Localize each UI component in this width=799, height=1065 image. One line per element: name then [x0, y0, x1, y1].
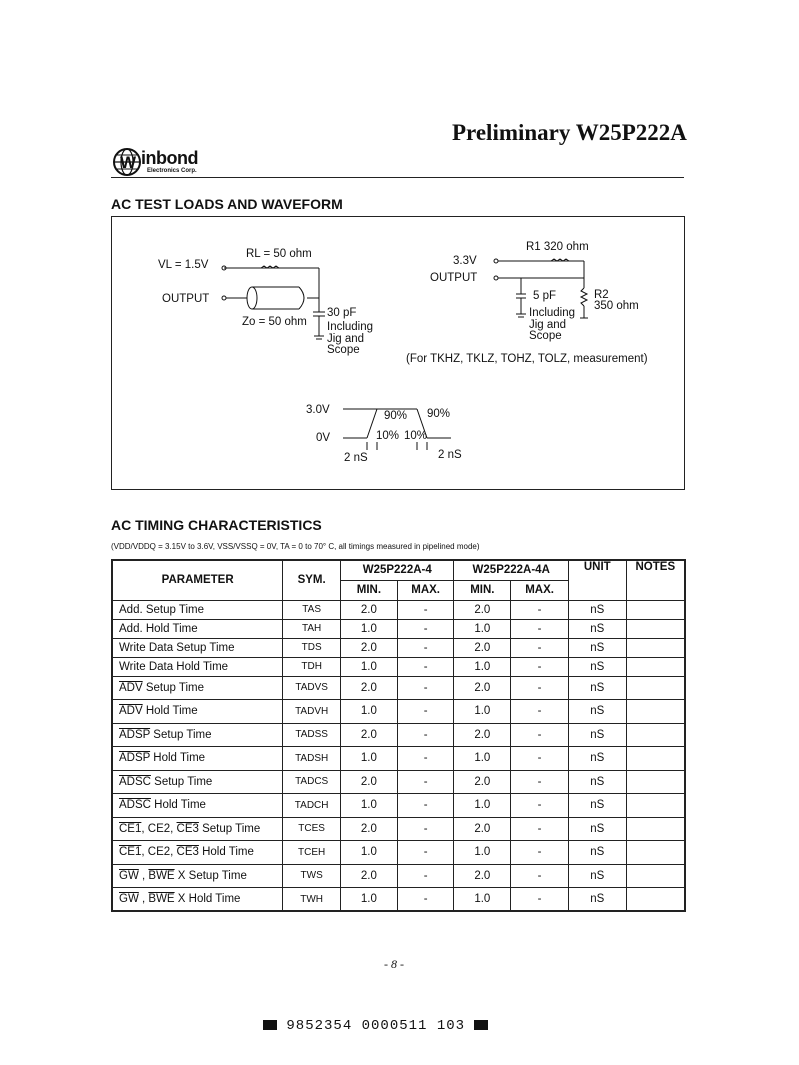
active-low-signal: $\overline{ADV}$: [119, 681, 143, 694]
table-row: [112, 888, 685, 912]
table-row: [112, 600, 685, 619]
symbol-cell: TADCH: [283, 794, 341, 818]
left-cap-label: 30 pF: [327, 307, 357, 319]
max-cell: -: [397, 841, 454, 865]
header-notes: NOTES: [626, 560, 685, 600]
unit-cell: nS: [568, 794, 626, 818]
timing-table: [111, 559, 686, 912]
vl-label: VL = 1.5V: [158, 259, 209, 271]
min-cell: 1.0: [341, 794, 398, 818]
min-cell: 2.0: [341, 817, 398, 841]
parameter-cell: Add. Setup Time: [112, 600, 283, 619]
max-cell: -: [511, 864, 569, 888]
header-rule: [111, 177, 684, 178]
active-low-signal: CE1: [119, 822, 142, 835]
header-max: MAX.: [511, 580, 569, 600]
parameter-cell: [112, 676, 283, 700]
header-unit: UNIT: [568, 560, 626, 600]
barcode-text: 9852354 0000511 103: [286, 1018, 466, 1034]
notes-cell: [626, 700, 685, 724]
active-low-signal: $\overline{BWE}$: [148, 893, 175, 905]
unit-cell: nS: [568, 864, 626, 888]
table-row: [112, 638, 685, 657]
active-low-signal: CE1: [119, 846, 142, 859]
symbol-cell: TDH: [283, 657, 341, 676]
max-cell: -: [397, 723, 454, 747]
max-cell: -: [397, 747, 454, 771]
min-cell: 1.0: [341, 700, 398, 724]
symbol-cell: TADSS: [283, 723, 341, 747]
header-max: MAX.: [397, 580, 454, 600]
parameter-cell: [112, 700, 283, 724]
right-note-including: Including: [529, 307, 576, 319]
wave-10-right: 10%: [404, 430, 428, 442]
left-note-scope: Scope: [327, 344, 360, 356]
parameter-text: Setup Time: [198, 822, 261, 835]
max-cell: -: [511, 770, 569, 794]
header-sym: SYM.: [283, 560, 341, 600]
max-cell: -: [511, 600, 569, 619]
symbol-cell: TCEH: [283, 841, 341, 865]
table-row: [112, 841, 685, 865]
table-row: [112, 700, 685, 724]
header-parameter: PARAMETER: [112, 560, 283, 600]
min-cell: 1.0: [341, 841, 398, 865]
wave-rise-time: 2 nS: [344, 452, 368, 464]
table-row: [112, 817, 685, 841]
symbol-cell: TAH: [283, 619, 341, 638]
min-cell: 2.0: [341, 676, 398, 700]
notes-cell: [626, 723, 685, 747]
notes-cell: [626, 676, 685, 700]
min-cell: 1.0: [341, 747, 398, 771]
notes-cell: [626, 619, 685, 638]
active-low-signal: CE3: [176, 846, 199, 859]
parameter-cell: [112, 747, 283, 771]
unit-cell: nS: [568, 841, 626, 865]
max-cell: -: [397, 700, 454, 724]
wave-high-voltage: 3.0V: [306, 404, 330, 416]
parameter-text: Hold Time: [142, 705, 198, 718]
left-note-including: Including: [327, 321, 374, 333]
parameter-text: Hold Time: [198, 846, 254, 859]
unit-cell: nS: [568, 600, 626, 619]
notes-cell: [626, 747, 685, 771]
max-cell: -: [397, 600, 454, 619]
table-row: [112, 723, 685, 747]
table-row: [112, 864, 685, 888]
parameter-cell: [112, 770, 283, 794]
unit-cell: nS: [568, 747, 626, 771]
max-cell: -: [397, 888, 454, 912]
wave-90-left: 90%: [384, 410, 408, 422]
header-grade-4: W25P222A-4: [341, 560, 454, 580]
logo-wordmark: inbond: [141, 148, 198, 168]
symbol-cell: TDS: [283, 638, 341, 657]
rl-label: RL = 50 ohm: [246, 248, 312, 260]
min-cell: 2.0: [454, 864, 511, 888]
max-cell: -: [397, 657, 454, 676]
notes-cell: [626, 864, 685, 888]
min-cell: 2.0: [341, 723, 398, 747]
parameter-text: , CE2,: [141, 822, 177, 835]
unit-cell: nS: [568, 619, 626, 638]
unit-cell: nS: [568, 676, 626, 700]
right-cap-label: 5 pF: [533, 290, 557, 302]
section-title-ac-timing: AC TIMING CHARACTERISTICS: [111, 517, 322, 533]
right-output-label: OUTPUT: [430, 272, 478, 284]
parameter-cell: [112, 723, 283, 747]
wave-10-left: 10%: [376, 430, 400, 442]
parameter-text: Setup Time: [150, 775, 213, 788]
max-cell: -: [511, 676, 569, 700]
wave-low-voltage: 0V: [316, 432, 331, 444]
logo-subtitle: Electronics Corp.: [147, 168, 197, 174]
min-cell: 1.0: [454, 619, 511, 638]
max-cell: -: [511, 657, 569, 676]
left-note-jig: Jig and: [327, 333, 365, 345]
max-cell: -: [397, 817, 454, 841]
symbol-cell: TADSH: [283, 747, 341, 771]
symbol-cell: TADVH: [283, 700, 341, 724]
parameter-text: ,: [138, 869, 149, 882]
min-cell: 2.0: [454, 676, 511, 700]
parameter-cell: [112, 817, 283, 841]
wave-fall-time: 2 nS: [438, 449, 462, 461]
parameter-text: Hold Time: [150, 752, 206, 765]
r1-label: R1 320 ohm: [526, 241, 589, 253]
min-cell: 1.0: [341, 657, 398, 676]
zo-label: Zo = 50 ohm: [242, 316, 307, 328]
active-low-signal: CE3: [176, 822, 199, 835]
active-low-signal: ADSP: [119, 752, 151, 765]
max-cell: -: [397, 770, 454, 794]
min-cell: 2.0: [454, 817, 511, 841]
symbol-cell: TWS: [283, 864, 341, 888]
min-cell: 1.0: [454, 841, 511, 865]
max-cell: -: [511, 817, 569, 841]
page-number: - 8 -: [384, 957, 404, 971]
header-min: MIN.: [341, 580, 398, 600]
min-cell: 2.0: [454, 638, 511, 657]
max-cell: -: [511, 888, 569, 912]
left-output-label: OUTPUT: [162, 293, 210, 305]
min-cell: 2.0: [454, 770, 511, 794]
min-cell: 2.0: [341, 770, 398, 794]
right-note-scope: Scope: [529, 330, 562, 342]
max-cell: -: [511, 700, 569, 724]
table-row: [112, 657, 685, 676]
supply-voltage-label: 3.3V: [453, 255, 477, 267]
max-cell: -: [511, 723, 569, 747]
parameter-text: X Setup Time: [174, 869, 247, 882]
max-cell: -: [511, 841, 569, 865]
parameter-cell: [112, 888, 283, 912]
symbol-cell: TADCS: [283, 770, 341, 794]
notes-cell: [626, 657, 685, 676]
min-cell: 1.0: [341, 888, 398, 912]
min-cell: 1.0: [454, 794, 511, 818]
table-row: [112, 676, 685, 700]
table-row: [112, 619, 685, 638]
active-low-signal: $\overline{GW}$: [119, 893, 139, 905]
notes-cell: [626, 770, 685, 794]
active-low-signal: $\overline{ADV}$: [119, 705, 143, 718]
min-cell: 1.0: [341, 619, 398, 638]
barcode-line: [263, 1018, 488, 1034]
unit-cell: nS: [568, 770, 626, 794]
section-title-ac-test-loads: AC TEST LOADS AND WAVEFORM: [111, 196, 343, 212]
min-cell: 1.0: [454, 747, 511, 771]
max-cell: -: [397, 794, 454, 818]
notes-cell: [626, 817, 685, 841]
unit-cell: nS: [568, 888, 626, 912]
parameter-cell: Write Data Setup Time: [112, 638, 283, 657]
min-cell: 1.0: [454, 657, 511, 676]
document-title: Preliminary W25P222A: [452, 120, 687, 145]
right-note-jig: Jig and: [529, 319, 567, 331]
unit-cell: nS: [568, 657, 626, 676]
min-cell: 2.0: [341, 864, 398, 888]
max-cell: -: [511, 747, 569, 771]
measurement-note: (For TKHZ, TKLZ, TOHZ, TOLZ, measurement): [406, 353, 648, 365]
min-cell: 2.0: [341, 638, 398, 657]
notes-cell: [626, 638, 685, 657]
parameter-cell: [112, 841, 283, 865]
table-row: [112, 747, 685, 771]
symbol-cell: TCES: [283, 817, 341, 841]
test-conditions: (VDD/VDDQ = 3.15V to 3.6V, VSS/VSSQ = 0V, TA = 0 to 70° C, all timings measured in pipelined mode): [111, 542, 480, 551]
symbol-cell: TWH: [283, 888, 341, 912]
unit-cell: nS: [568, 723, 626, 747]
max-cell: -: [397, 676, 454, 700]
active-low-signal: $\overline{GW}$: [119, 869, 139, 882]
logo-initial: W: [120, 153, 137, 172]
table-row: [112, 794, 685, 818]
min-cell: 2.0: [341, 600, 398, 619]
min-cell: 2.0: [454, 600, 511, 619]
notes-cell: [626, 600, 685, 619]
parameter-text: X Hold Time: [174, 893, 241, 905]
wave-90-right: 90%: [427, 408, 451, 420]
min-cell: 1.0: [454, 700, 511, 724]
globe-icon: [111, 146, 143, 178]
r2-label: R2: [594, 289, 609, 301]
active-low-signal: ADSC: [119, 799, 151, 812]
notes-cell: [626, 794, 685, 818]
parameter-text: Setup Time: [150, 728, 212, 741]
notes-cell: [626, 841, 685, 865]
parameter-text: Hold Time: [150, 799, 206, 812]
table-row: [112, 770, 685, 794]
header-grade-4a: W25P222A-4A: [454, 560, 568, 580]
max-cell: -: [397, 864, 454, 888]
max-cell: -: [397, 638, 454, 657]
min-cell: 2.0: [454, 723, 511, 747]
max-cell: -: [511, 794, 569, 818]
max-cell: -: [397, 619, 454, 638]
active-low-signal: ADSC: [119, 775, 151, 788]
symbol-cell: TADVS: [283, 676, 341, 700]
parameter-cell: [112, 864, 283, 888]
parameter-text: Setup Time: [142, 681, 205, 694]
parameter-cell: [112, 794, 283, 818]
max-cell: -: [511, 638, 569, 657]
parameter-cell: Write Data Hold Time: [112, 657, 283, 676]
min-cell: 1.0: [454, 888, 511, 912]
barcode-block-left: [263, 1020, 277, 1030]
header-min: MIN.: [454, 580, 511, 600]
notes-cell: [626, 888, 685, 912]
unit-cell: nS: [568, 700, 626, 724]
unit-cell: nS: [568, 817, 626, 841]
symbol-cell: TAS: [283, 600, 341, 619]
active-low-signal: ADSP: [119, 728, 151, 741]
barcode-block-right: [474, 1020, 488, 1030]
parameter-text: , CE2,: [141, 846, 177, 859]
unit-cell: nS: [568, 638, 626, 657]
active-low-signal: $\overline{BWE}$: [148, 869, 175, 882]
max-cell: -: [511, 619, 569, 638]
parameter-text: ,: [138, 893, 149, 905]
parameter-cell: Add. Hold Time: [112, 619, 283, 638]
r2-value-label: 350 ohm: [594, 300, 639, 312]
